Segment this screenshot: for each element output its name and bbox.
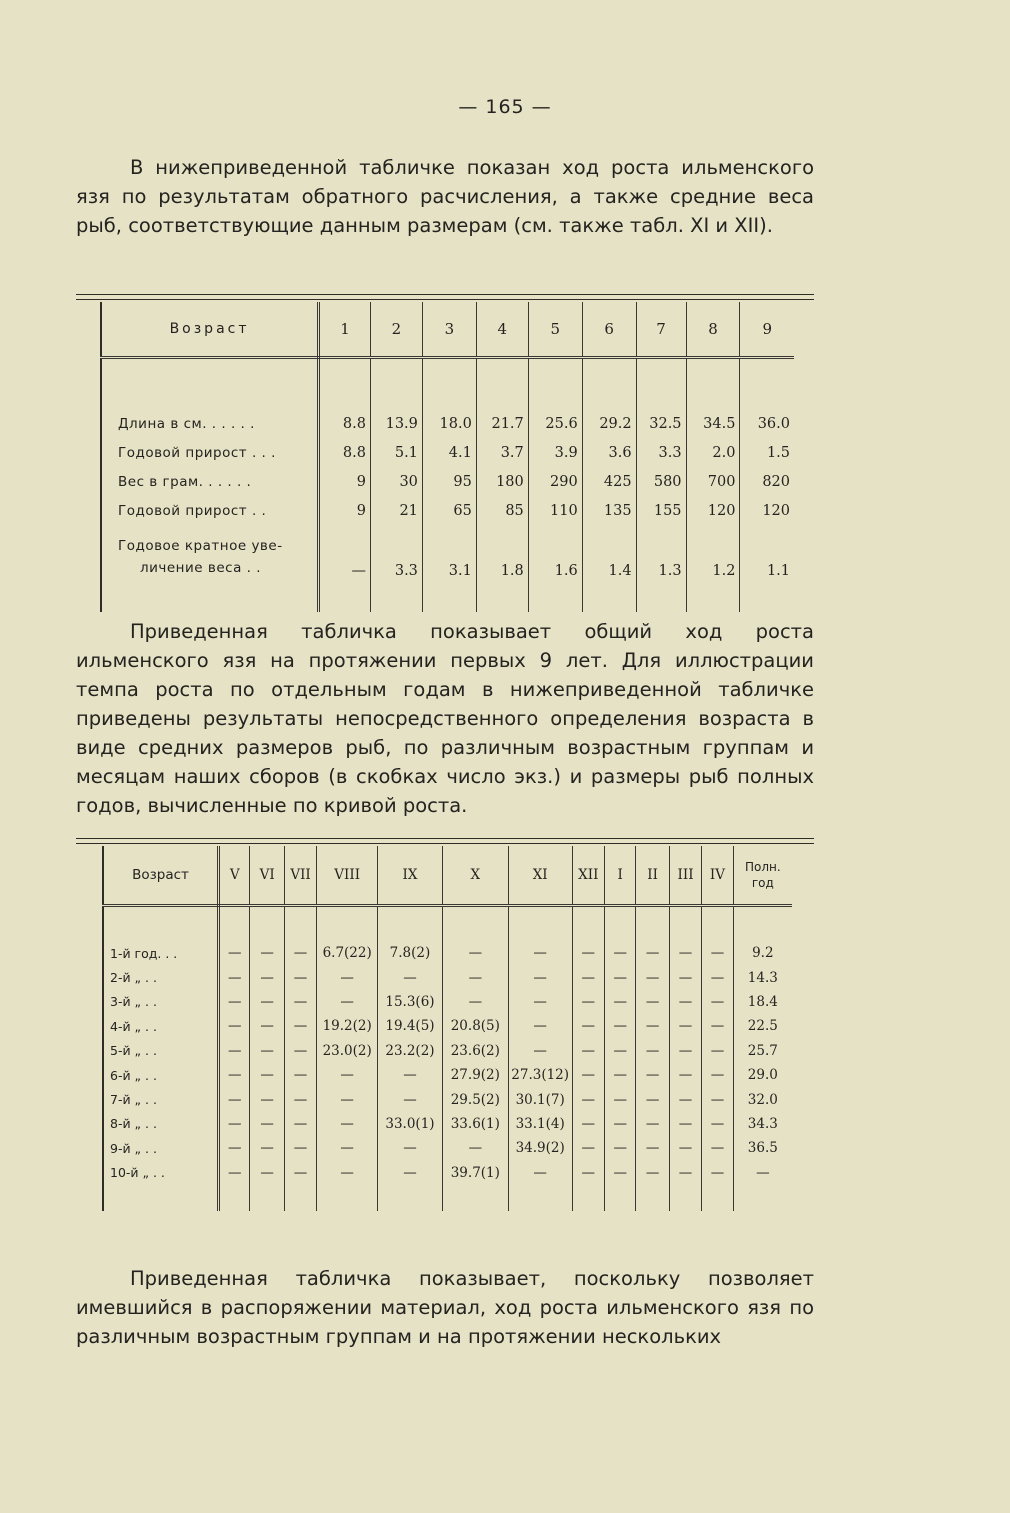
- month-col-iv: IV: [702, 846, 733, 906]
- table-cell: 120: [686, 496, 740, 525]
- table-cell: —: [605, 1087, 636, 1111]
- month-col-x: X: [442, 846, 508, 906]
- month-col-vi: VI: [250, 846, 284, 906]
- table-cell: —: [669, 990, 701, 1014]
- row-label: 3-й „ . .: [103, 990, 219, 1014]
- row-label-text: Вес в грам. . . . . .: [118, 473, 252, 490]
- table-cell: —: [250, 965, 284, 989]
- table-cell: 8.8: [319, 409, 371, 438]
- age-col-4: 4: [476, 302, 528, 358]
- table-cell: —: [508, 1039, 572, 1063]
- table-cell: —: [572, 965, 604, 989]
- age-col-5: 5: [528, 302, 582, 358]
- table-cell: 1.8: [476, 525, 528, 588]
- table-cell: 425: [582, 467, 636, 496]
- table-cell: —: [317, 1136, 378, 1160]
- table-cell: 18.0: [422, 409, 476, 438]
- table-cell: —: [317, 1161, 378, 1185]
- row-label: [101, 438, 319, 467]
- table-cell: —: [572, 1014, 604, 1038]
- table-cell: —: [250, 1039, 284, 1063]
- row-label-text: Годовой прирост . .: [118, 502, 267, 519]
- table-cell: 7.8(2): [378, 941, 443, 965]
- table-cell: —: [636, 1063, 669, 1087]
- monthly-size-table-header: [103, 846, 792, 906]
- table-cell: 700: [686, 467, 740, 496]
- table-cell: 85: [476, 496, 528, 525]
- full-year-cell: 34.3: [747, 1115, 778, 1132]
- table-cell: —: [284, 1161, 316, 1185]
- table-cell: 34.5: [686, 409, 740, 438]
- table-cell: 9: [319, 496, 371, 525]
- table-cell: 29.5(2): [442, 1087, 508, 1111]
- table-cell: —: [250, 1136, 284, 1160]
- table-cell: —: [219, 1112, 250, 1136]
- paragraph-intro: [76, 153, 814, 240]
- monthly-size-table-row: [103, 990, 792, 1014]
- full-year-cell: 14.3: [747, 969, 778, 986]
- table-cell: 8.8: [319, 438, 371, 467]
- table-cell: —: [508, 965, 572, 989]
- table-cell: —: [702, 965, 733, 989]
- table-cell: 19.2(2): [317, 1014, 378, 1038]
- table-cell: 23.6(2): [442, 1039, 508, 1063]
- table-cell: —: [605, 1014, 636, 1038]
- table-cell: —: [702, 1063, 733, 1087]
- table-cell: —: [378, 1136, 443, 1160]
- table-cell: —: [636, 1112, 669, 1136]
- table-cell: 33.6(1): [442, 1112, 508, 1136]
- table-cell: —: [284, 941, 316, 965]
- table-cell: —: [284, 1136, 316, 1160]
- table-cell: 36.0: [757, 415, 790, 432]
- table-cell: —: [572, 1161, 604, 1185]
- table-cell: —: [250, 1063, 284, 1087]
- monthly-size-table-row: [103, 1063, 792, 1087]
- table-cell: 21.7: [476, 409, 528, 438]
- growth-table-row: [101, 496, 794, 525]
- table-cell: —: [702, 1087, 733, 1111]
- row-label: [101, 525, 319, 588]
- full-year-cell: 25.7: [747, 1042, 778, 1059]
- table-cell: —: [284, 990, 316, 1014]
- table-cell: —: [702, 1014, 733, 1038]
- table-cell: —: [250, 1161, 284, 1185]
- table-cell: —: [378, 965, 443, 989]
- table-cell: —: [636, 1087, 669, 1111]
- table-cell: —: [669, 1014, 701, 1038]
- row-label: 6-й „ . .: [103, 1063, 219, 1087]
- table-cell: 3.1: [422, 525, 476, 588]
- table-cell: —: [605, 990, 636, 1014]
- table-cell: —: [572, 1087, 604, 1111]
- table-cell: 29.2: [582, 409, 636, 438]
- row-label: [101, 409, 319, 438]
- growth-table-row: [101, 525, 794, 588]
- monthly-size-table-row: [103, 941, 792, 965]
- row-label: 9-й „ . .: [103, 1136, 219, 1160]
- table-cell: —: [508, 941, 572, 965]
- table-cell: 1.5: [766, 444, 790, 461]
- table-cell: —: [605, 941, 636, 965]
- table-cell: —: [250, 941, 284, 965]
- full-year-cell: 32.0: [747, 1091, 778, 1108]
- table-cell: —: [284, 1087, 316, 1111]
- age-header: Возраст: [101, 302, 319, 358]
- month-col-ix: IX: [378, 846, 443, 906]
- row-label: 10-й „ . .: [103, 1161, 219, 1185]
- table-cell: 180: [476, 467, 528, 496]
- table-cell: —: [284, 965, 316, 989]
- paragraph-closing: [76, 1264, 814, 1351]
- table-cell: 21: [370, 496, 422, 525]
- table-cell: —: [605, 1039, 636, 1063]
- row-label: 7-й „ . .: [103, 1087, 219, 1111]
- table-cell: —: [605, 965, 636, 989]
- table-cell: —: [442, 941, 508, 965]
- table-cell: 39.7(1): [442, 1161, 508, 1185]
- table-cell: 3.7: [476, 438, 528, 467]
- table-cell: —: [669, 941, 701, 965]
- table-cell: —: [250, 1112, 284, 1136]
- table-cell: —: [317, 1087, 378, 1111]
- table-cell: 20.8(5): [442, 1014, 508, 1038]
- month-col-viii: VIII: [317, 846, 378, 906]
- table-cell: —: [442, 990, 508, 1014]
- table-cell: —: [636, 1136, 669, 1160]
- table1-top-rule: [76, 294, 814, 300]
- table-cell: —: [669, 1161, 701, 1185]
- growth-table: [100, 302, 794, 612]
- paragraph-middle: [76, 617, 814, 820]
- month-col-xii: XII: [572, 846, 604, 906]
- table-cell: —: [572, 1112, 604, 1136]
- table-cell: 30: [370, 467, 422, 496]
- table-cell: —: [636, 1014, 669, 1038]
- paragraph-middle-text: Приведенная табличка показывает общий ход роста ильменского язя на протяжении первых 9 лет. Для иллюстрации темпа роста по отдельным годам в нижеприведенной табличке приведены результаты непосредственного определения возраста в виде средних размеров рыб, по различным возрастным группам и месяцам наших сборов (в скобках число экз.) и размеры рыб полных годов, вычисленные по кривой роста.: [76, 620, 814, 817]
- full-year-cell: 9.2: [752, 945, 774, 962]
- table-cell: —: [219, 941, 250, 965]
- table-cell: 27.9(2): [442, 1063, 508, 1087]
- table2-top-rule: [76, 838, 814, 844]
- table-cell: —: [669, 1063, 701, 1087]
- table-cell: —: [442, 965, 508, 989]
- month-col-vii: VII: [284, 846, 316, 906]
- table-cell: —: [669, 1136, 701, 1160]
- table-cell: 2.0: [686, 438, 740, 467]
- table-cell: —: [319, 525, 371, 588]
- table-cell: —: [317, 990, 378, 1014]
- table-cell: —: [284, 1039, 316, 1063]
- table-cell: —: [636, 1039, 669, 1063]
- table-cell: 19.4(5): [378, 1014, 443, 1038]
- table-cell: 5.1: [370, 438, 422, 467]
- table-cell: —: [219, 965, 250, 989]
- row-label: 1-й год. . .: [103, 941, 219, 965]
- table-cell: 30.1(7): [508, 1087, 572, 1111]
- table-cell: —: [572, 1063, 604, 1087]
- table-cell: —: [378, 1087, 443, 1111]
- table-cell: —: [442, 1136, 508, 1160]
- table-cell: —: [508, 1161, 572, 1185]
- age-col-9: 9: [740, 302, 794, 358]
- monthly-size-table-row: [103, 1039, 792, 1063]
- table-cell: —: [219, 1063, 250, 1087]
- month-col-i: I: [605, 846, 636, 906]
- table-cell: 110: [528, 496, 582, 525]
- table-cell: —: [219, 990, 250, 1014]
- table-cell: 1.6: [528, 525, 582, 588]
- row-label: 8-й „ . .: [103, 1112, 219, 1136]
- table-cell: —: [636, 965, 669, 989]
- age-header: Возраст: [103, 846, 219, 906]
- table-cell: —: [605, 1161, 636, 1185]
- table-cell: —: [317, 965, 378, 989]
- table-cell: —: [572, 1136, 604, 1160]
- table-cell: —: [508, 1014, 572, 1038]
- table-cell: —: [317, 1063, 378, 1087]
- month-col-iii: III: [669, 846, 701, 906]
- table-cell: —: [219, 1014, 250, 1038]
- full-year-cell: 29.0: [747, 1067, 778, 1084]
- table-cell: —: [378, 1063, 443, 1087]
- full-year-cell: 22.5: [747, 1018, 778, 1035]
- table-cell: —: [669, 1112, 701, 1136]
- table-cell: 3.9: [528, 438, 582, 467]
- table-cell: 33.0(1): [378, 1112, 443, 1136]
- table-cell: 6.7(22): [317, 941, 378, 965]
- table-cell: 25.6: [528, 409, 582, 438]
- age-col-8: 8: [686, 302, 740, 358]
- table-cell: 1.3: [636, 525, 686, 588]
- table-cell: 9: [319, 467, 371, 496]
- full-year-cell: 36.5: [747, 1140, 778, 1157]
- age-col-3: 3: [422, 302, 476, 358]
- table-cell: 3.3: [370, 525, 422, 588]
- growth-table-header: [101, 302, 794, 358]
- monthly-size-table: [102, 846, 792, 1211]
- age-col-6: 6: [582, 302, 636, 358]
- age-col-7: 7: [636, 302, 686, 358]
- table-cell: 27.3(12): [508, 1063, 572, 1087]
- paragraph-intro-text: В нижеприведенной табличке показан ход роста ильменского язя по результатам обратного расчисления, а также средние веса рыб, соответствующие данным размерам (см. также табл. XI и XII).: [76, 156, 814, 237]
- table-cell: —: [702, 990, 733, 1014]
- table-cell: 3.6: [582, 438, 636, 467]
- table-cell: —: [317, 1112, 378, 1136]
- row-label-text: Годовое кратное уве-: [118, 538, 283, 554]
- table-cell: 3.3: [636, 438, 686, 467]
- growth-table-row: [101, 467, 794, 496]
- row-label-text: Годовой прирост . . .: [118, 444, 276, 461]
- table-cell: 155: [636, 496, 686, 525]
- table-cell: —: [378, 1161, 443, 1185]
- table-cell: —: [284, 1014, 316, 1038]
- table-cell: 33.1(4): [508, 1112, 572, 1136]
- monthly-size-table-row: [103, 1136, 792, 1160]
- table-cell: —: [219, 1136, 250, 1160]
- month-col-xi: XI: [508, 846, 572, 906]
- month-col-ii: II: [636, 846, 669, 906]
- table-cell: 95: [422, 467, 476, 496]
- table-cell: 820: [762, 473, 790, 490]
- row-label: 4-й „ . .: [103, 1014, 219, 1038]
- table-cell: —: [284, 1112, 316, 1136]
- table-cell: 1.2: [686, 525, 740, 588]
- table-cell: 13.9: [370, 409, 422, 438]
- row-label: 5-й „ . .: [103, 1039, 219, 1063]
- table-cell: —: [219, 1039, 250, 1063]
- full-year-header: Полн. год: [733, 846, 792, 906]
- table-cell: —: [636, 990, 669, 1014]
- row-label-continuation: личение веса . .: [140, 560, 262, 576]
- table-cell: —: [605, 1063, 636, 1087]
- table-cell: —: [669, 1039, 701, 1063]
- table-cell: 135: [582, 496, 636, 525]
- full-year-cell: 18.4: [747, 993, 778, 1010]
- age-col-2: 2: [370, 302, 422, 358]
- table-cell: 290: [528, 467, 582, 496]
- table-cell: —: [669, 965, 701, 989]
- table-cell: 1.4: [582, 525, 636, 588]
- table-cell: —: [636, 1161, 669, 1185]
- monthly-size-table-row: [103, 965, 792, 989]
- table-cell: 580: [636, 467, 686, 496]
- month-col-v: V: [219, 846, 250, 906]
- table-cell: —: [219, 1161, 250, 1185]
- table-cell: 15.3(6): [378, 990, 443, 1014]
- row-label: 2-й „ . .: [103, 965, 219, 989]
- growth-table-row: [101, 438, 794, 467]
- row-label-text: Длина в см. . . . . .: [118, 415, 255, 432]
- table-cell: —: [669, 1087, 701, 1111]
- table-cell: —: [572, 990, 604, 1014]
- monthly-size-table-row: [103, 1014, 792, 1038]
- table-cell: —: [572, 941, 604, 965]
- table-cell: —: [702, 1136, 733, 1160]
- table-cell: —: [605, 1112, 636, 1136]
- table-cell: —: [250, 990, 284, 1014]
- table-cell: —: [636, 941, 669, 965]
- table-cell: —: [250, 1087, 284, 1111]
- table-cell: —: [702, 1112, 733, 1136]
- monthly-size-table-row: [103, 1112, 792, 1136]
- table-cell: —: [702, 941, 733, 965]
- monthly-size-table-row: [103, 1087, 792, 1111]
- table-cell: —: [508, 990, 572, 1014]
- table-cell: —: [219, 1087, 250, 1111]
- paragraph-closing-text: Приведенная табличка показывает, поскольку позволяет имевшийся в распоряжении материал, ход роста ильменского язя по различным возрастным группам и на протяжении нескольких: [76, 1267, 814, 1348]
- table-cell: —: [284, 1063, 316, 1087]
- monthly-size-table-row: [103, 1161, 792, 1185]
- table-cell: 34.9(2): [508, 1136, 572, 1160]
- table-cell: 1.1: [766, 563, 790, 579]
- table-cell: —: [702, 1161, 733, 1185]
- growth-table-row: [101, 409, 794, 438]
- table-cell: 32.5: [636, 409, 686, 438]
- table-cell: —: [702, 1039, 733, 1063]
- table-cell: 65: [422, 496, 476, 525]
- table-cell: —: [605, 1136, 636, 1160]
- table-cell: 120: [762, 502, 790, 519]
- table-cell: 23.0(2): [317, 1039, 378, 1063]
- table-cell: —: [572, 1039, 604, 1063]
- row-label: [101, 467, 319, 496]
- age-col-1: 1: [319, 302, 371, 358]
- table-cell: —: [250, 1014, 284, 1038]
- page-number: — 165 —: [458, 96, 552, 118]
- table-cell: 23.2(2): [378, 1039, 443, 1063]
- full-year-cell: —: [756, 1164, 770, 1181]
- table-cell: 4.1: [422, 438, 476, 467]
- row-label: [101, 496, 319, 525]
